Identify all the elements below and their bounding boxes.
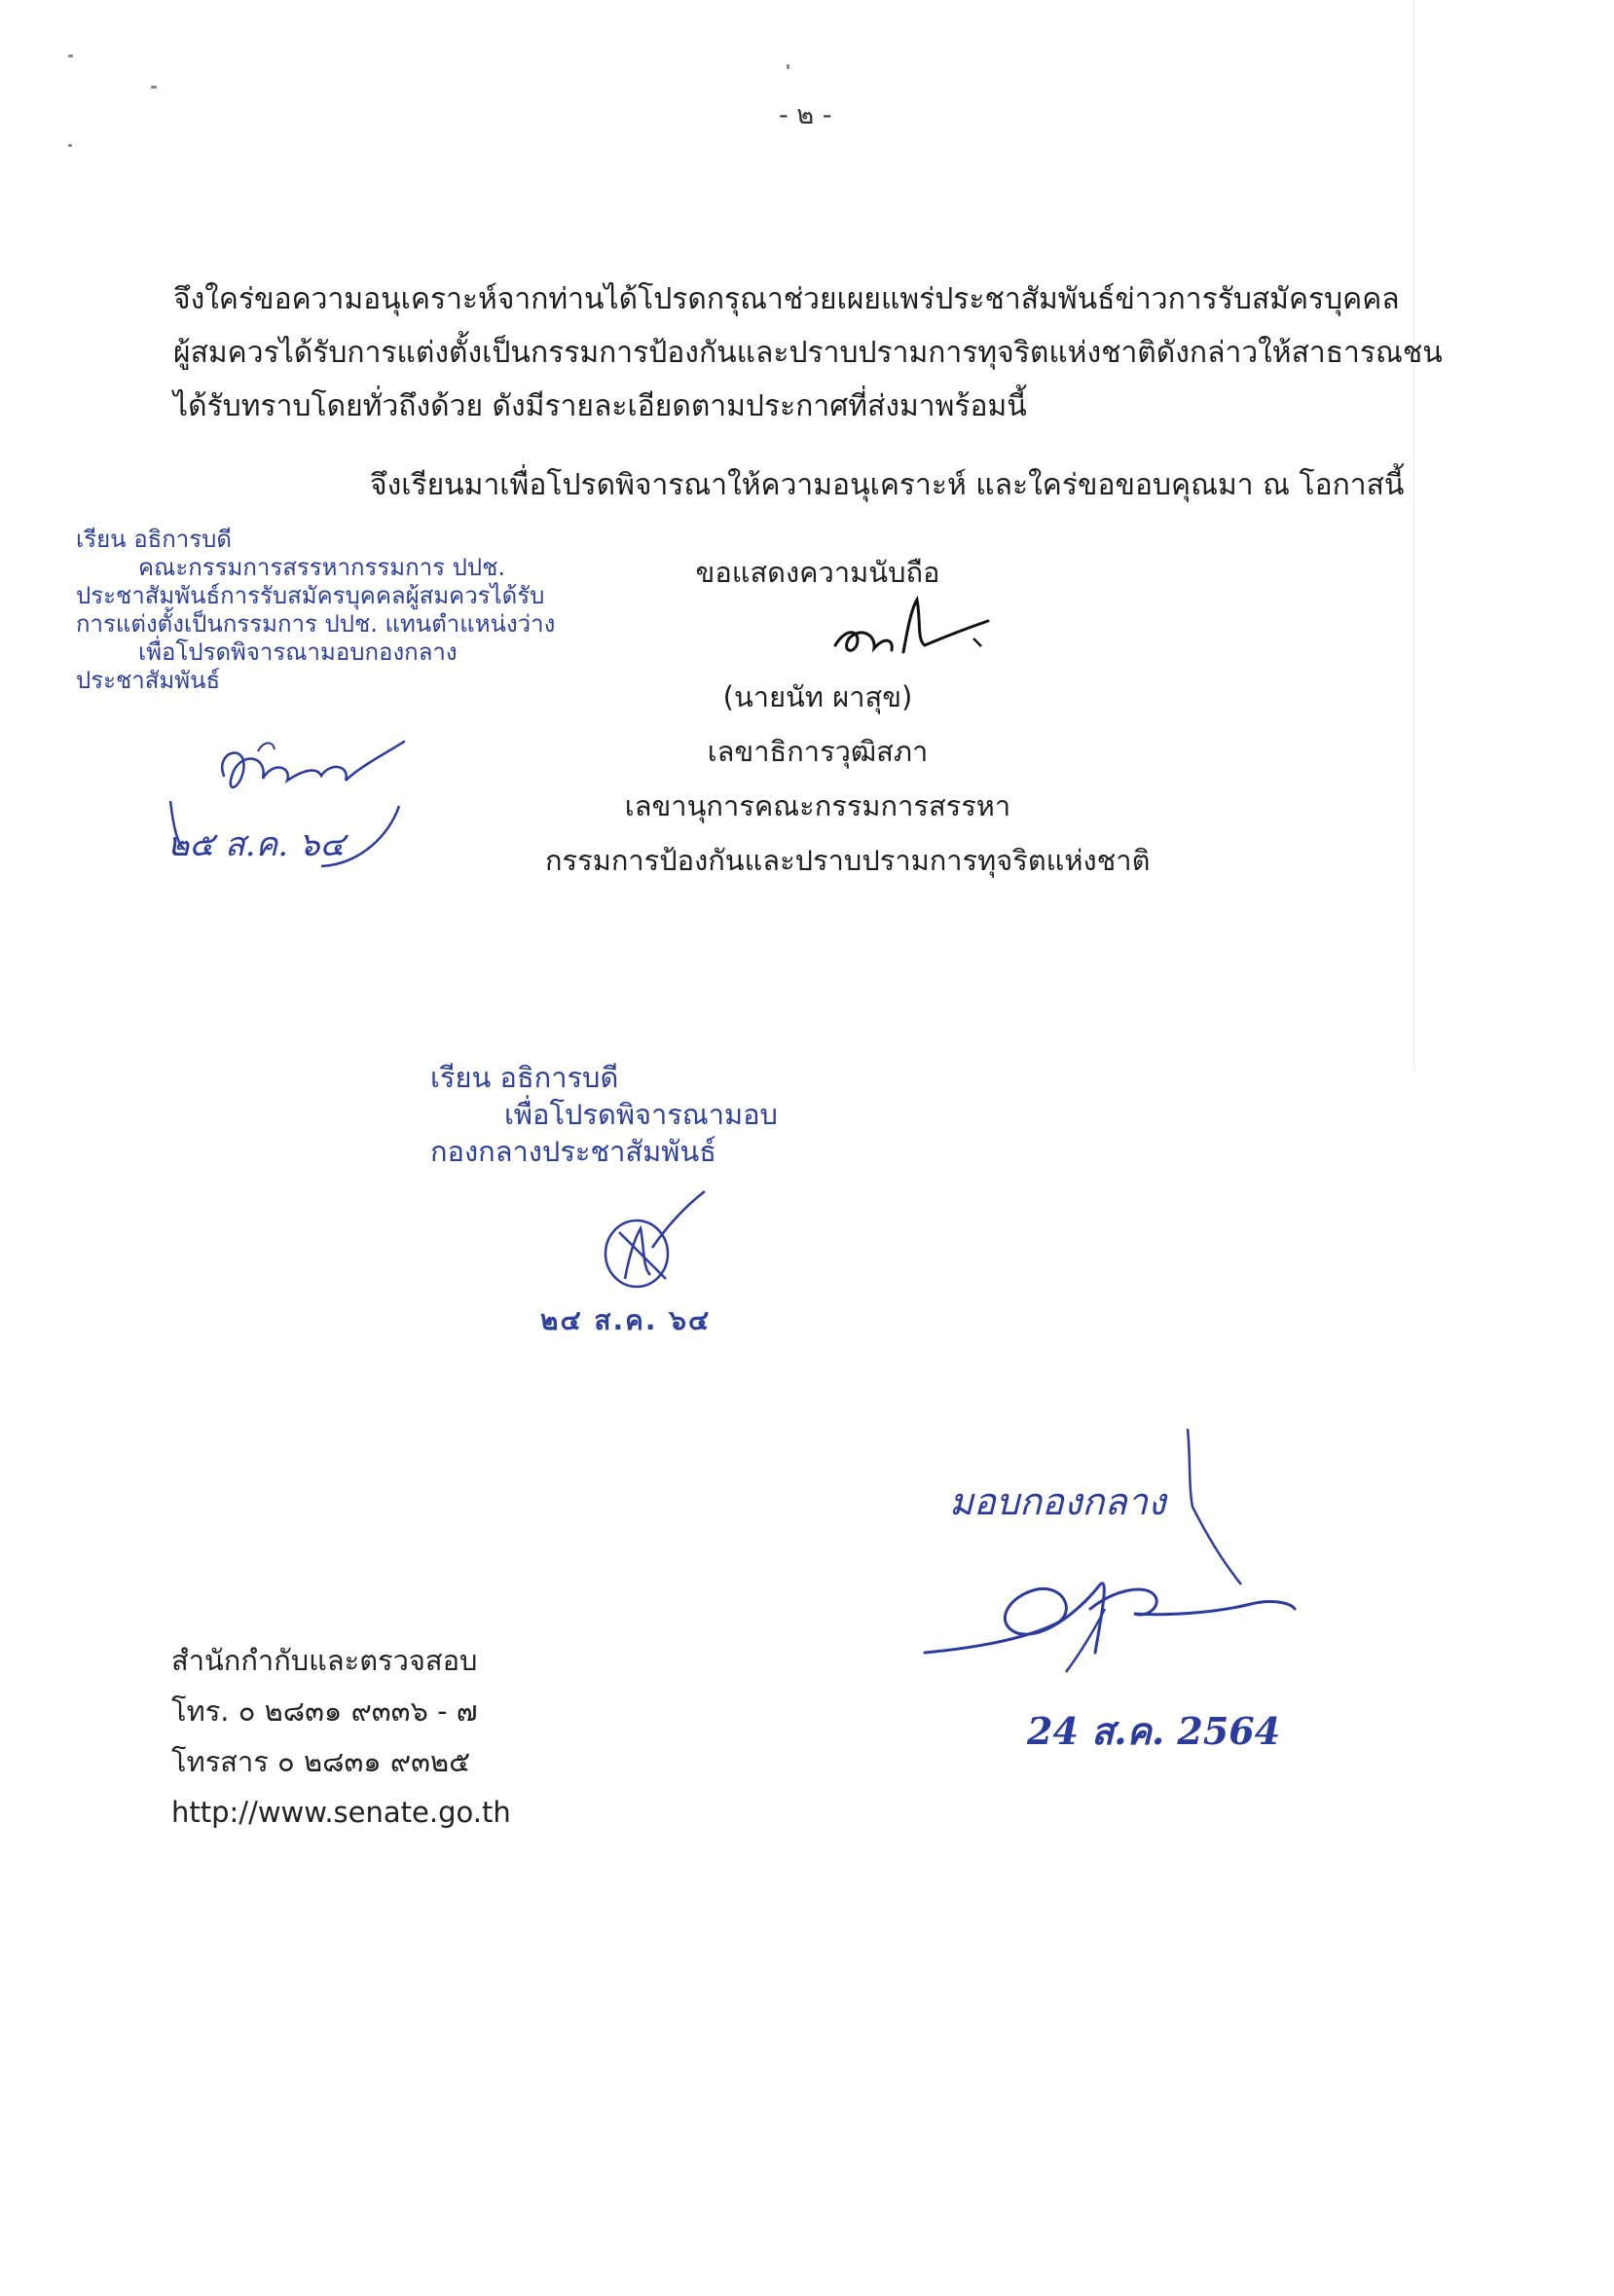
handwritten-note: มอบกองกลาง	[949, 1480, 1166, 1523]
closing-sentence: จึงเรียนมาเพื่อโปรดพิจารณาให้ความอนุเคราะห์ และใคร่ขอขอบคุณมา ณ โอกาสนี้	[370, 468, 1405, 502]
memo-line: ประชาสัมพันธ์	[76, 667, 221, 694]
scan-mark	[68, 144, 72, 147]
signature-block	[545, 545, 1151, 888]
body-paragraph	[173, 273, 1468, 433]
signatory-position: เลขานุการคณะกรรมการสรรหา	[624, 789, 1011, 822]
scan-mark	[68, 55, 73, 57]
body-line: ผู้สมควรได้รับการแต่งตั้งเป็นกรรมการป้องกันและปราบปรามการทุจริตแห่งชาติดังกล่าวให้สาธารณชน	[173, 336, 1443, 370]
office-name: สำนักกำกับและตรวจสอบ	[171, 1644, 478, 1677]
signature-space	[545, 600, 1090, 670]
signatory-position: เลขาธิการวุฒิสภา	[707, 735, 929, 768]
memo-line: เพื่อโปรดพิจารณามอบกองกลาง	[138, 638, 458, 666]
signatory-signature	[827, 592, 1003, 670]
signatory-name: (นายนัท ผาสุข)	[722, 680, 913, 713]
memo-line: เพื่อโปรดพิจารณามอบ	[504, 1098, 778, 1131]
scan-mark	[151, 86, 157, 89]
memo-left-date-flourish	[165, 796, 438, 874]
page-number: - ๒ -	[779, 100, 832, 130]
memo-note-center	[430, 1059, 778, 1170]
signatory-position: กรรมการป้องกันและปราบปรามการทุจริตแห่งชาติ	[545, 844, 1151, 877]
phone-number: โทร. ๐ ๒๘๓๑ ๙๓๓๖ - ๗	[171, 1695, 478, 1728]
memo-line: ประชาสัมพันธ์การรับสมัครบุคคลผู้สมควรได้รับ	[76, 582, 545, 609]
memo-center-initials	[596, 1189, 713, 1296]
salutation: ขอแสดงความนับถือ	[695, 556, 940, 589]
memo-line: เรียน อธิการบดี	[430, 1061, 619, 1094]
handwritten-note-signature	[920, 1429, 1300, 1682]
website-link[interactable]: http://www.senate.go.th	[171, 1796, 511, 1829]
memo-line: กองกลางประชาสัมพันธ์	[430, 1135, 716, 1168]
fax-number: โทรสาร ๐ ๒๘๓๑ ๙๓๒๕	[171, 1745, 471, 1778]
body-line: จึงใคร่ขอความอนุเคราะห์จากท่านได้โปรดกรุณาช่วยเผยแพร่ประชาสัมพันธ์ข่าวการรับสมัครบุคคล	[173, 282, 1400, 316]
handwritten-date: 24 ส.ค. 2564	[1027, 1709, 1281, 1753]
contact-block	[171, 1635, 511, 1838]
memo-center-date: ๒๔ ส.ค. ๖๔	[540, 1304, 712, 1336]
body-line: ได้รับทราบโดยทั่วถึงด้วย ดังมีรายละเอียดตามประกาศที่ส่งมาพร้อมนี้	[173, 389, 1027, 423]
memo-note-left	[76, 526, 555, 695]
memo-left-handwritten-date: ๒๕ ส.ค. ๖๔	[167, 825, 346, 864]
scan-edge-line	[1413, 0, 1414, 1071]
memo-line: การแต่งตั้งเป็นกรรมการ ปปช. แทนตำแหน่งว่าง	[76, 610, 556, 638]
memo-line: คณะกรรมการสรรหากรรมการ ปปช.	[138, 554, 506, 581]
scan-mark	[787, 64, 789, 69]
memo-line: เรียน อธิการบดี	[76, 526, 232, 553]
